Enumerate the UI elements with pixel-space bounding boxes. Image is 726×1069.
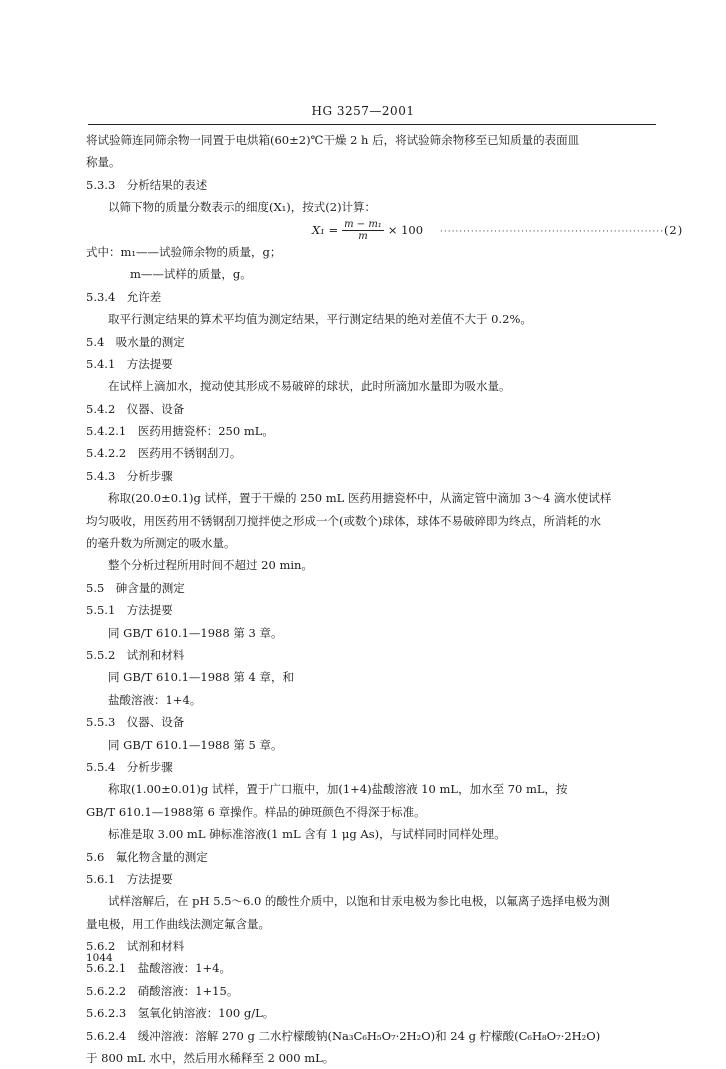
text-line: 5.5.4 分析步骤: [86, 759, 173, 774]
text-line: 5.3.4 允许差: [86, 289, 162, 304]
text-line: 5.6 氟化物含量的测定: [86, 849, 208, 864]
text-line: 5.5.1 方法提要: [86, 603, 173, 618]
text-line: 5.4.1 方法提要: [86, 356, 173, 371]
header-rule: [88, 124, 656, 125]
formula-expression: [312, 219, 423, 243]
text-line: 5.6.2 试剂和材料: [86, 939, 185, 954]
formula-denominator: m: [358, 231, 368, 243]
text-line: 的毫升数为所测定的吸水量。: [86, 536, 236, 551]
running-header: HG 3257—2001: [311, 104, 415, 118]
text-line: 取平行测定结果的算术平均值为测定结果，平行测定结果的绝对差值不大于 0.2%。: [108, 312, 532, 327]
text-line: 5.5 砷含量的测定: [86, 580, 185, 595]
text-line: 盐酸溶液：1+4。: [108, 692, 202, 707]
text-line: 5.4.2.1 医药用搪瓷杯：250 mL。: [86, 424, 274, 439]
text-line: 标准是取 3.00 mL 砷标准溶液(1 mL 含有 1 μg As)，与试样同时同样处理。: [108, 827, 506, 842]
text-line: 5.5.3 仪器、设备: [86, 715, 185, 730]
text-line: 整个分析过程所用时间不超过 20 min。: [108, 558, 313, 573]
text-line: 5.4.2.2 医药用不锈钢刮刀。: [86, 446, 242, 461]
text-line: 5.4.3 分析步骤: [86, 468, 173, 483]
formula-tail: × 100: [387, 222, 424, 237]
text-line: 以筛下物的质量分数表示的细度(X₁)，按式(2)计算：: [108, 200, 377, 215]
text-line: 式中：m₁——试验筛余物的质量，g；: [86, 244, 282, 259]
text-line: m——试样的质量，g。: [130, 267, 252, 282]
text-line: 同 GB/T 610.1—1988 第 4 章，和: [108, 670, 294, 685]
formula-number-label: (2): [663, 222, 684, 237]
text-line: 同 GB/T 610.1—1988 第 5 章。: [108, 737, 283, 752]
text-line: 5.6.1 方法提要: [86, 871, 173, 886]
text-line: 5.6.2.3 氢氧化钠溶液：100 g/L。: [86, 1006, 275, 1021]
text-line: 5.6.2.4 缓冲溶液：溶解 270 g 二水柠檬酸钠(Na₃C₆H₅O₇·2H₂O)和 24 g 柠檬酸(C₆H₈O₇·2H₂O): [86, 1028, 601, 1043]
text-line: 在试样上滴加水，搅动使其形成不易破碎的球状，此时所滴加水量即为吸水量。: [108, 379, 511, 394]
formula-leader: ··························································: [440, 226, 664, 237]
text-line: 5.5.2 试剂和材料: [86, 647, 185, 662]
text-line: 将试验筛连同筛余物一同置于电烘箱(60±2)℃干燥 2 h 后，将试验筛余物移至已知质量的表面皿: [86, 133, 580, 147]
formula-fraction: [342, 219, 384, 242]
formula-2: [86, 219, 684, 243]
formula-lhs: X₁ =: [312, 222, 339, 237]
formula-numerator: m − m₁: [344, 219, 382, 231]
text-line: 5.3.3 分析结果的表述: [86, 177, 208, 192]
text-line: 5.4 吸水量的测定: [86, 334, 185, 349]
body-text: [86, 129, 684, 1069]
text-line: 5.4.2 仪器、设备: [86, 401, 185, 416]
text-line: 同 GB/T 610.1—1988 第 3 章。: [108, 625, 283, 640]
text-line: 于 800 mL 水中，然后用水稀释至 2 000 mL。: [86, 1051, 335, 1066]
text-line: 称量。: [86, 155, 121, 170]
text-line: GB/T 610.1—1988第 6 章操作。样品的砷斑颜色不得深于标准。: [86, 804, 426, 819]
page-number: 1044: [86, 952, 113, 964]
text-line: 试样溶解后，在 pH 5.5～6.0 的酸性介质中，以饱和甘汞电极为参比电极，以氟离子选择电极为测: [108, 894, 610, 909]
text-line: 称取(20.0±0.1)g 试样，置于干燥的 250 mL 医药用搪瓷杯中，从滴定管中滴加 3～4 滴水使试样: [108, 491, 612, 506]
text-line: 5.6.2.1 盐酸溶液：1+4。: [86, 961, 232, 976]
text-line: 量电极，用工作曲线法测定氟含量。: [86, 916, 270, 931]
formula-number: [440, 219, 683, 243]
text-line: 称取(1.00±0.01)g 试样，置于广口瓶中，加(1+4)盐酸溶液 10 mL，加水至 70 mL，按: [108, 782, 568, 797]
text-line: 5.6.2.2 硝酸溶液：1+15。: [86, 983, 239, 998]
text-line: 均匀吸收，用医药用不锈钢刮刀搅拌使之形成一个(或数个)球体，球体不易破碎即为终点，所消耗的水: [86, 513, 601, 528]
